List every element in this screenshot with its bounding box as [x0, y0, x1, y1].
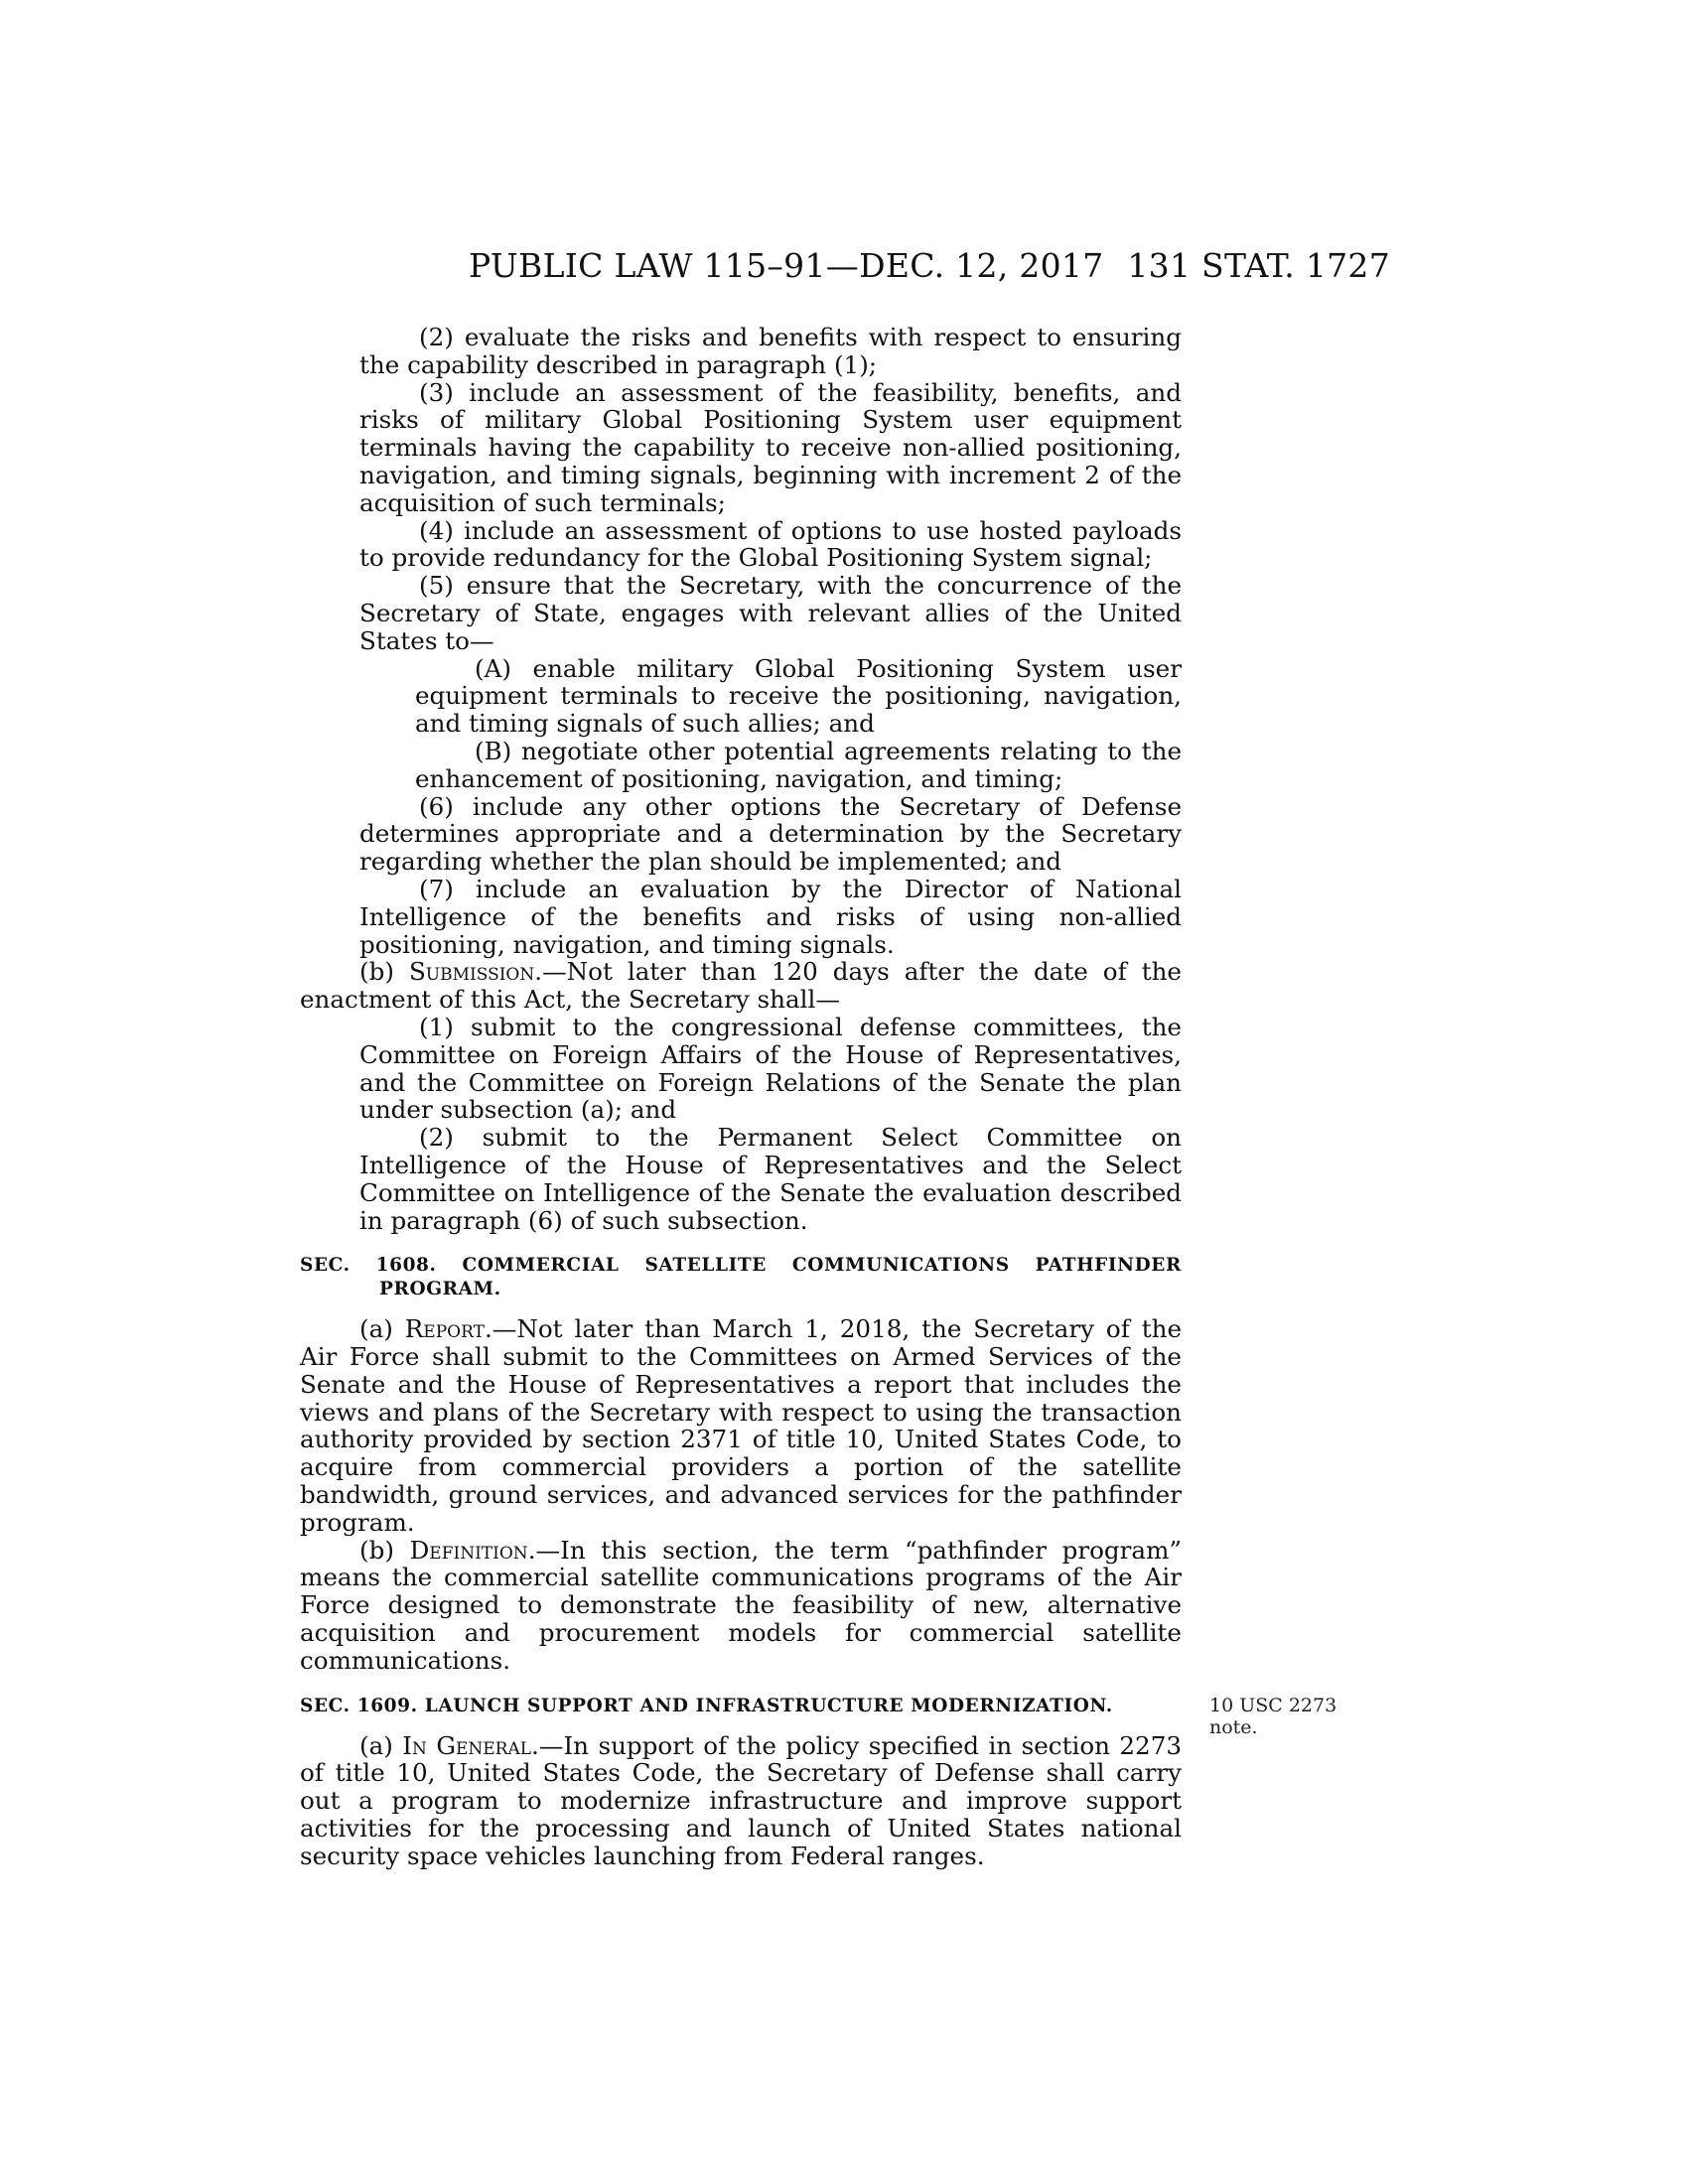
paragraph-6: (6) include any other options the Secretary of Defense determines appropriate and a determination by the Secretary regarding whether the plan should be implemented; and	[359, 791, 1182, 877]
subparagraph-a: (A) enable military Global Positioning System user equipment terminals to receive the positioning, navigation, and timing signals of such allies; and	[415, 653, 1182, 739]
subsection-heading: Definition	[409, 1535, 528, 1565]
subsection-b-submission	[300, 958, 1182, 1014]
document-body	[300, 324, 1182, 1870]
paragraph-3: (3) include an assessment of the feasibility, benefits, and risks of military Global Positioning System user equipment terminals having the capability to receive non-allied positioning, navigation, and timing signals, beginning with increment 2 of the acquisition of such terminals;	[359, 377, 1182, 517]
paragraph-7: (7) include an evaluation by the Director of National Intelligence of the benefits and risks of using non-allied positioning, navigation, and timing signals.	[359, 874, 1182, 959]
subparagraph-b: (B) negotiate other potential agreements relating to the enhancement of positioning, navigation, and timing;	[415, 736, 1182, 793]
subsection-heading: In General	[402, 1730, 532, 1760]
section-1608-subsection-a	[300, 1315, 1182, 1536]
subsection-label: (a)	[359, 1314, 405, 1344]
running-header	[469, 246, 1390, 286]
subsection-text: .—In this section, the term “pathfinder program” means the commercial satellite communications programs of the Air Force designed to demonstrate the feasibility of new, alternative acquisition and procurement models for commercial satellite communications.	[300, 1535, 1182, 1675]
subsection-text: .—Not later than March 1, 2018, the Secretary of the Air Force shall submit to the Committees on Armed Services of the Senate and the House of Representatives a report that includes the views and plans of the Secretary with respect to using the transaction authority provided by section 2371 of title 10, United States Code, to acquire from commercial providers a portion of the satellite bandwidth, ground services, and advanced services for the pathfinder program.	[300, 1314, 1182, 1537]
subsection-label: (a)	[359, 1730, 403, 1760]
page-folio: 131 STAT. 1727	[1127, 246, 1390, 285]
header-title: PUBLIC LAW 115–91—DEC. 12, 2017	[469, 246, 1104, 285]
subsection-label: (b)	[359, 1535, 410, 1565]
submission-paragraph-2: (2) submit to the Permanent Select Committee on Intelligence of the House of Representatives and the Select Committee on Intelligence of the Senate the evaluation described in paragraph (6) of such subsection.	[359, 1123, 1182, 1235]
paragraph-5: (5) ensure that the Secretary, with the concurrence of the Secretary of State, engages with relevant allies of the United States to—	[359, 571, 1182, 655]
margin-note: 10 USC 2273 note.	[1209, 1695, 1337, 1738]
subsection-label: (b)	[359, 957, 409, 987]
subsection-heading: Submission	[408, 957, 535, 987]
subsection-text: .—Not later than 120 days after the date of the enactment of this Act, the Secretary shall—	[300, 957, 1182, 1015]
submission-paragraph-1: (1) submit to the congressional defense committees, the Committee on Foreign Affairs of the House of Representatives, and the Committee on Foreign Relations of the Senate the plan under subsection (a); and	[359, 1012, 1182, 1125]
paragraph-4: (4) include an assessment of options to use hosted payloads to provide redundancy for the Global Positioning System signal;	[359, 515, 1182, 573]
section-1609-subsection-a	[300, 1732, 1182, 1870]
section-1608-heading: SEC. 1608. COMMERCIAL SATELLITE COMMUNICATIONS PATHFINDER PROGRAM.	[300, 1255, 1182, 1300]
section-1608-subsection-b	[300, 1537, 1182, 1675]
section-1609-heading: SEC. 1609. LAUNCH SUPPORT AND INFRASTRUCTURE MODERNIZATION.	[300, 1695, 1113, 1716]
subsection-heading: Report	[404, 1314, 485, 1344]
paragraph-2: (2) evaluate the risks and benefits with respect to ensuring the capability described in paragraph (1);	[359, 323, 1182, 379]
subsection-text: .—In support of the policy specified in section 2273 of title 10, United States Code, the Secretary of Defense shall carry out a program to modernize infrastructure and improve support activities for the processing and launch of United States national security space vehicles launching from Federal ranges.	[300, 1730, 1182, 1870]
